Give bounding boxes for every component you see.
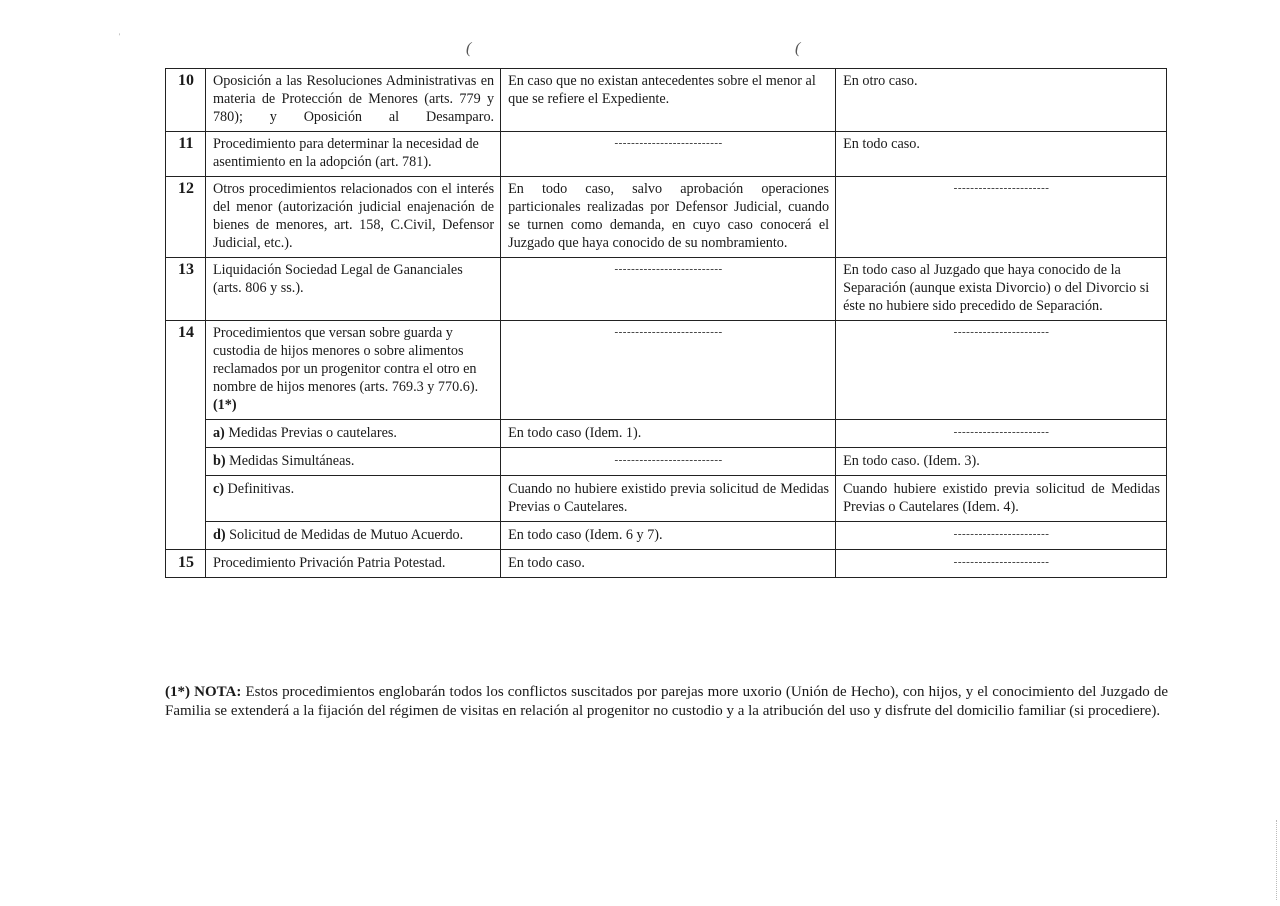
competence-case: Cuando no hubiere existido previa solicitud de Medidas Previas o Cautelares. xyxy=(501,476,836,522)
empty-dashes: ----------------------- xyxy=(953,556,1050,568)
scan-mark: ( xyxy=(466,40,472,57)
subprocedure-label xyxy=(205,448,500,476)
procedure-description: Liquidación Sociedad Legal de Gananciales (arts. 806 y ss.). xyxy=(205,258,500,321)
procedure-description xyxy=(205,321,500,420)
subprocedure-letter: d) xyxy=(212,527,226,543)
competence-case: En todo caso (Idem. 1). xyxy=(501,420,836,448)
footnote-text: Estos procedimientos englobarán todos los conflictos suscitados por parejas more uxorio (Unión de Hecho), con hijos, y el conocimiento del Juzgado de Familia se extenderá a la fijación del régimen de visitas en relación al progenitor no custodio y a la atribución del uso y disfrute del domicilio familiar (si procediere). xyxy=(165,684,1169,719)
scan-mark: ( xyxy=(795,40,801,57)
procedure-description: Otros procedimientos relacionados con el interés del menor (autorización judicial enajenación de bienes de menores, art. 158, C.Civil, Defensor Judicial, etc.). xyxy=(205,177,500,258)
empty-dashes: ----------------------- xyxy=(953,182,1050,194)
empty-dashes: ----------------------- xyxy=(953,326,1050,338)
subprocedure-text: Medidas Previas o cautelares. xyxy=(228,425,397,441)
competence-case: En todo caso al Juzgado que haya conocido de la Separación (aunque exista Divorcio) o del Divorcio si éste no hubiere sido precedido de Separación. xyxy=(836,258,1167,321)
competence-case: Cuando hubiere existido previa solicitud de Medidas Previas o Cautelares (Idem. 4). xyxy=(836,476,1167,522)
competence-case: En todo caso. (Idem. 3). xyxy=(836,448,1167,476)
table-row xyxy=(166,321,1167,420)
table-row xyxy=(166,550,1167,578)
row-number: 10 xyxy=(166,69,206,132)
table-subrow xyxy=(166,448,1167,476)
competence-case: En otro caso. xyxy=(836,69,1167,132)
subprocedure-label xyxy=(205,420,500,448)
subprocedure-text: Medidas Simultáneas. xyxy=(229,453,355,469)
empty-dashes: ----------------------- xyxy=(953,426,1050,438)
subprocedure-letter: b) xyxy=(212,453,226,469)
row-number: 15 xyxy=(166,550,206,578)
competence-case: En todo caso. xyxy=(836,132,1167,177)
procedure-description: Procedimiento para determinar la necesidad de asentimiento en la adopción (art. 781). xyxy=(205,132,500,177)
scan-mark: ' xyxy=(118,32,120,41)
row-number: 13 xyxy=(166,258,206,321)
empty-dashes: -------------------------- xyxy=(614,137,723,149)
table-row xyxy=(166,258,1167,321)
subprocedure-text: Definitivas. xyxy=(227,481,295,497)
procedure-description: Procedimiento Privación Patria Potestad. xyxy=(205,550,500,578)
scan-edge-artifact xyxy=(1276,820,1278,900)
note-reference: (1*) xyxy=(212,397,237,413)
row-number: 12 xyxy=(166,177,206,258)
competence-case: En todo caso, salvo aprobación operaciones particionales realizadas por Defensor Judicial, cuando se turnen como demanda, en cuyo caso conocerá el Juzgado que haya conocido de su nombramiento. xyxy=(501,177,836,258)
table-row xyxy=(166,132,1167,177)
subprocedure-text: Solicitud de Medidas de Mutuo Acuerdo. xyxy=(229,527,464,543)
empty-dashes: -------------------------- xyxy=(614,326,723,338)
empty-dashes: -------------------------- xyxy=(614,454,723,466)
subprocedure-letter: c) xyxy=(212,481,224,497)
competence-case: En todo caso (Idem. 6 y 7). xyxy=(501,522,836,550)
competence-table xyxy=(165,68,1167,578)
row-number: 14 xyxy=(166,321,206,550)
procedure-description: Oposición a las Resoluciones Administrativas en materia de Protección de Menores (arts. 779 y 780); y Oposición al Desamparo. xyxy=(205,69,500,132)
subprocedure-label xyxy=(205,522,500,550)
subprocedure-label xyxy=(205,476,500,522)
footnote xyxy=(165,683,1168,721)
competence-case: En todo caso. xyxy=(501,550,836,578)
table-subrow xyxy=(166,476,1167,522)
table-row xyxy=(166,177,1167,258)
empty-dashes: -------------------------- xyxy=(614,263,723,275)
row-number: 11 xyxy=(166,132,206,177)
table-subrow xyxy=(166,420,1167,448)
table-subrow xyxy=(166,522,1167,550)
footnote-label: (1*) NOTA: xyxy=(165,684,242,700)
procedure-description-text: Procedimientos que versan sobre guarda y custodia de hijos menores o sobre alimentos reclamados por un progenitor contra el otro en nombre de hijos menores (arts. 769.3 y 770.6). xyxy=(212,325,479,395)
table-row xyxy=(166,69,1167,132)
competence-case: En caso que no existan antecedentes sobre el menor al que se refiere el Expediente. xyxy=(501,69,836,132)
subprocedure-letter: a) xyxy=(212,425,225,441)
empty-dashes: ----------------------- xyxy=(953,528,1050,540)
